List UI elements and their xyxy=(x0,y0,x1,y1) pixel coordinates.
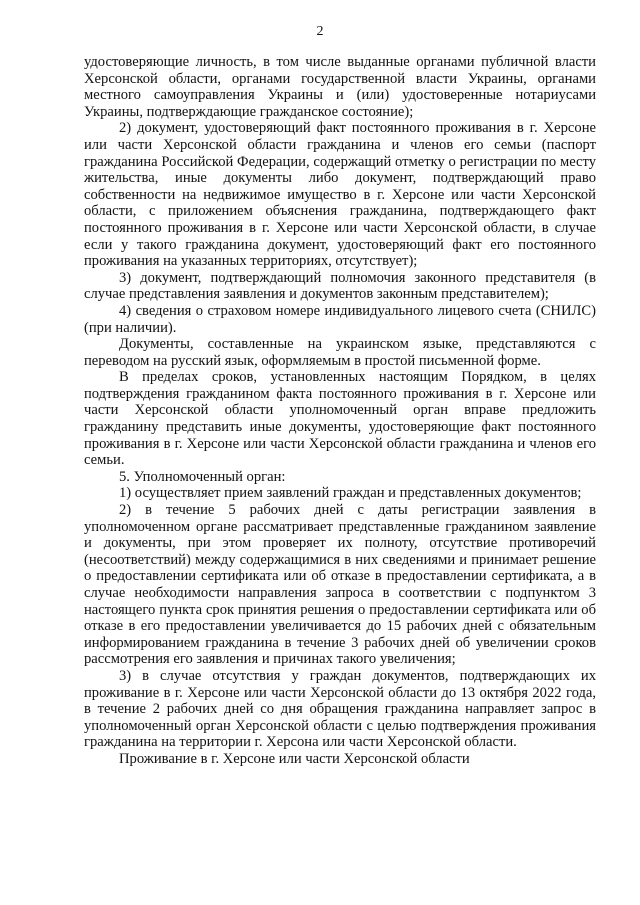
paragraph-residence-request: 3) в случае отсутствия у граждан документов, подтверждающих их проживание в г. Херсоне или части Херсонской области до 13 октября 2022 года, в течение 2 рабочих дней со дня обращения гражданина направляет запрос в уполномоченный орган Херсонской области с целью подтверждения проживания гражданина на территории г. Херсона или части Херсонской области. xyxy=(84,667,596,751)
paragraph-accept-applications: 1) осуществляет прием заявлений граждан и представленных документов; xyxy=(119,485,582,502)
paragraph-authorized-body-heading: 5. Уполномоченный орган: xyxy=(119,468,286,485)
paragraph-residence-continued: Проживание в г. Херсоне или части Херсонской области xyxy=(119,750,470,767)
page-number: 2 xyxy=(316,24,324,39)
paragraph-representative-authority: 3) документ, подтверждающий полномочия законного представителя (в случае представления заявления и документов законным представителем); xyxy=(84,269,596,303)
paragraph-identity-documents-continued: удостоверяющие личность, в том числе выданные органами публичной власти Херсонской области, органами государственной власти Украины, органами местного самоуправления Украины и (или) удостоверенные нотариусами Украины, подтверждающие гражданское состояние); xyxy=(84,54,596,120)
paragraph-snils: 4) сведения о страховом номере индивидуального лицевого счета (СНИЛС) (при наличии). xyxy=(84,302,596,336)
paragraph-ukrainian-translation: Документы, составленные на украинском языке, представляются с переводом на русский язык, оформляемым в простой письменной форме. xyxy=(84,336,596,369)
paragraph-residence-document: 2) документ, удостоверяющий факт постоянного проживания в г. Херсоне или части Херсонской области гражданина и членов его семьи (паспорт гражданина Российской Федерации, содержащий отметку о регистрации по месту жительства, иные документы либо документ, подтверждающий право собственности на недвижимое имущество в г. Херсоне или части Херсонской области, с приложением объяснения гражданина, подтверждающего факт постоянного проживания в г. Херсоне или части Херсонской области, в случае если у такого гражданина документ, удостоверяющий факт его постоянного проживания на указанных территориях, отсутствует); xyxy=(84,120,596,270)
paragraph-additional-documents: В пределах сроков, установленных настоящим Порядком, в целях подтверждения гражданином факта постоянного проживания в г. Херсоне или части Херсонской области уполномоченный орган вправе предложить гражданину представить иные документы, удостоверяющие факт постоянного проживания в г. Херсоне или части Херсонской области гражданина и членов его семьи. xyxy=(84,369,596,469)
document-body xyxy=(84,54,596,768)
paragraph-review-application: 2) в течение 5 рабочих дней с даты регистрации заявления в уполномоченном органе рассматривает представленные гражданином заявление и документы, при этом проверяет их полноту, отсутствие противоречий (несоответствий) между содержащимися в них сведениями и принимает решение о предоставлении сертификата или об отказе в предоставлении сертификата, а в случае необходимости направления запроса в соответствии с подпунктом 3 настоящего пункта срок принятия решения о предоставлении сертификата или об отказе в его предоставлении увеличивается до 15 рабочих дней с обязательным информированием гражданина в течение 3 рабочих дней об увеличении сроков рассмотрения его заявления и причинах такого увеличения; xyxy=(84,502,596,668)
